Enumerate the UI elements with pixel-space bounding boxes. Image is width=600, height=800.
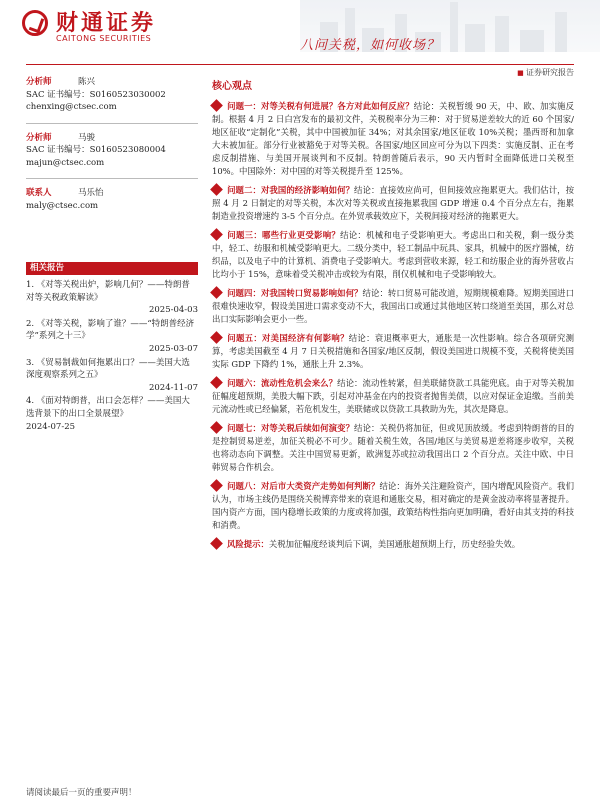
related-report-item[interactable] — [26, 395, 198, 433]
section-title: 核心观点 — [212, 81, 252, 92]
question-block — [212, 184, 574, 223]
question-answer: 结论：关税仍将加征，但或见顶放缓。考虑到特朗普的目的是控制贸易逆差，加征关税必不可少。随着关税生效，各国/地区与美贸易逆差将逐步收窄，关税也将动态向下调整。关注中国贸易更新，欧洲复苏或拉动我国出口 2 个百分点。关注中欧、中日韩贸易合作机会。 — [212, 423, 575, 472]
header-divider — [26, 64, 574, 65]
analyst-cert: SAC 证书编号：S0160523080004 — [26, 145, 166, 155]
analyst-panel — [26, 76, 198, 221]
related-report-date: 2025-03-07 — [148, 343, 198, 354]
diamond-bullet-icon — [210, 286, 223, 299]
related-report-title: 3. 《贸易制裁如何拖累出口？——美国大选深度观察系列之五》 — [26, 357, 190, 381]
question-block — [212, 422, 574, 474]
question-heading: 问题七：对等关税后续如何演变？ — [227, 423, 355, 433]
question-heading: 问题三：哪些行业更受影响？ — [227, 230, 341, 240]
question-block — [212, 100, 574, 178]
related-report-title: 4. 《面对特朗普，出口会怎样？——美国大选背景下的出口全景展望》 — [26, 396, 190, 419]
logo-chinese: 财通证券 — [56, 11, 157, 36]
question-heading: 问题四：对我国转口贸易影响如何？ — [227, 288, 363, 298]
report-title: 八问关税，如何收场？ — [300, 38, 441, 53]
risk-warning — [212, 538, 574, 551]
report-type-label: ■ 证券研究报告 — [517, 67, 574, 78]
analyst-email[interactable]: majun@ctsec.com — [26, 157, 105, 168]
related-report-title: 1. 《对等关税出炉，影响几何？——特朗普对等关税政策解读》 — [26, 280, 190, 303]
analyst-role: 分析师 — [26, 77, 52, 87]
related-report-item[interactable] — [26, 279, 198, 317]
question-heading: 问题六：流动性危机会来么？ — [227, 378, 338, 388]
analyst-name: 陈兴 — [78, 77, 96, 87]
diamond-bullet-icon — [210, 183, 223, 196]
question-heading: 问题五：对美国经济有何影响？ — [227, 333, 349, 343]
analyst-card — [26, 76, 198, 114]
related-report-date: 2024-11-07 — [148, 382, 198, 393]
contact-card — [26, 187, 198, 212]
related-reports-list — [26, 279, 198, 434]
caitong-logo-icon — [22, 10, 48, 36]
question-block — [212, 377, 574, 416]
related-reports-heading: 相关报告 — [26, 262, 198, 275]
disclaimer-footer: 请阅读最后一页的重要声明！ — [26, 788, 137, 798]
question-answer: 结论：流动性转紧，但美联储贷款工具能兜底。由于对等关税加征幅度超预期，美股大幅下跌，引起对冲基金在内的投资者抛售美债，以应对保证金追缴。当前美元流动性或已经偏紧，若危机发生，美联储或以贷款工具救助为先，其次是降息。 — [212, 378, 575, 414]
question-answer: 结论：机械和电子受影响更大。考虑出口和关税，剩一级分类中，轻工、纺服和机械受影响更大。二级分类中，轻工制品中玩具、家具，机械中的医疗器械，纺织品，以及电子中的计算机、消费电子受影响大。考虑到营收来源，轻工和纺服企业的海外营收占比均小于 15%，意味着受关税冲击或较为有限，削仅机械和电子受影响较大。 — [212, 230, 575, 279]
analyst-divider — [26, 178, 198, 179]
contact-name: 马乐怡 — [78, 188, 104, 198]
diamond-bullet-icon — [210, 479, 223, 492]
analyst-role: 分析师 — [26, 132, 52, 143]
analyst-cert: SAC 证书编号：S0160523030002 — [26, 89, 166, 100]
contact-email[interactable]: maly@ctsec.com — [26, 200, 99, 211]
question-answer: 结论：转口贸易可能改道，短期规模难降。短期美国进口很难快速收窄，假设美国进口需求变动不大，我国出口或通过其他地区转口绕道至美国，那么对总出口实际影响会更小一些。 — [212, 288, 575, 324]
diamond-bullet-icon — [210, 228, 223, 241]
analyst-card — [26, 132, 198, 170]
question-block — [212, 229, 574, 281]
diamond-bullet-icon — [210, 331, 223, 344]
question-block — [212, 332, 574, 371]
related-report-title: 2. 《对等关税，影响了谁？——“特朗普经济学”系列之十三》 — [26, 318, 195, 342]
question-answer: 结论：海外关注避险资产，国内增配风险资产。我们认为，市场主线仍是围绕关税博弈带来的衰退和通胀交易，相对确定的是黄金波动率将显著提升。国内资产方面，国内稳增长政策的力度或将加强，政策结构性指向更加明确，看好由其支持的科技和消费。 — [212, 481, 575, 530]
question-answer: 结论：直接效应尚可，但间接效应拖累更大。我们估计，按照 4 月 2 日制定的对等关税，本次对等关税或直接拖累我国 GDP 增速 0.4 个百分点左右，拖累制造业投资增速约 3-5 个百分点。在外贸承载效应下，关税间接对经济的拖累更大。 — [212, 185, 575, 221]
question-block — [212, 480, 574, 532]
page-header — [0, 0, 600, 60]
related-report-date: 2024-07-25 — [26, 421, 76, 432]
question-block — [212, 287, 574, 326]
diamond-bullet-icon — [210, 376, 223, 389]
question-heading: 问题一：对等关税有何进展？各方对此如何反应？ — [227, 101, 414, 111]
question-heading: 问题二：对我国的经济影响如何？ — [227, 185, 355, 195]
question-answer: 结论：关税暂缓 90 天，中、欧、加实施反制。根据 4 月 2 日白宫发布的最初文件，关税税率分为三种：对于贸易逆差较大的近 60 个国家/地区征收“定制化”关税，其中中国被加征 34%；对其余国家/地区征收 10%关税；墨西哥和加拿大未被加征。部分行业被豁免于对等关税。各国家/地区回应可分为以下四类：实施反制、正在考虑反制措施、与美国开展谈判和不反制。特朗普随后表示，90 天内暂时全面降低进口关税至 10%。中国除外：对中国的对等关税提升至 125%。 — [212, 101, 575, 176]
diamond-bullet-icon — [210, 421, 223, 434]
analyst-divider — [26, 123, 198, 124]
core-views-section — [212, 80, 574, 551]
contact-role: 联系人 — [26, 188, 52, 198]
risk-text: 关税加征幅度经谈判后下调，美国通胀超预期上行，历史经验失效。 — [268, 539, 521, 549]
logo-english: CAITONG SECURITIES — [56, 34, 152, 43]
diamond-bullet-icon — [210, 537, 223, 550]
related-report-date: 2025-04-03 — [148, 305, 198, 316]
analyst-email[interactable]: chenxing@ctsec.com — [26, 102, 117, 112]
diamond-bullet-icon — [210, 99, 223, 112]
question-answer: 结论：衰退概率更大，通胀是一次性影响。综合各项研究测算，考虑美国截至 4 月 7 日关税措施和各国家/地区反制，假设美国进口规模不变，关税将使美国实际 GDP 下降约 1%，通胀上升 2.3%。 — [212, 333, 574, 369]
analyst-name: 马骏 — [78, 132, 96, 143]
related-report-item[interactable] — [26, 357, 198, 395]
related-report-item[interactable] — [26, 318, 198, 356]
risk-label: 风险提示： — [227, 539, 269, 549]
question-heading: 问题八：对后市大类资产走势如何判断？ — [227, 481, 380, 491]
